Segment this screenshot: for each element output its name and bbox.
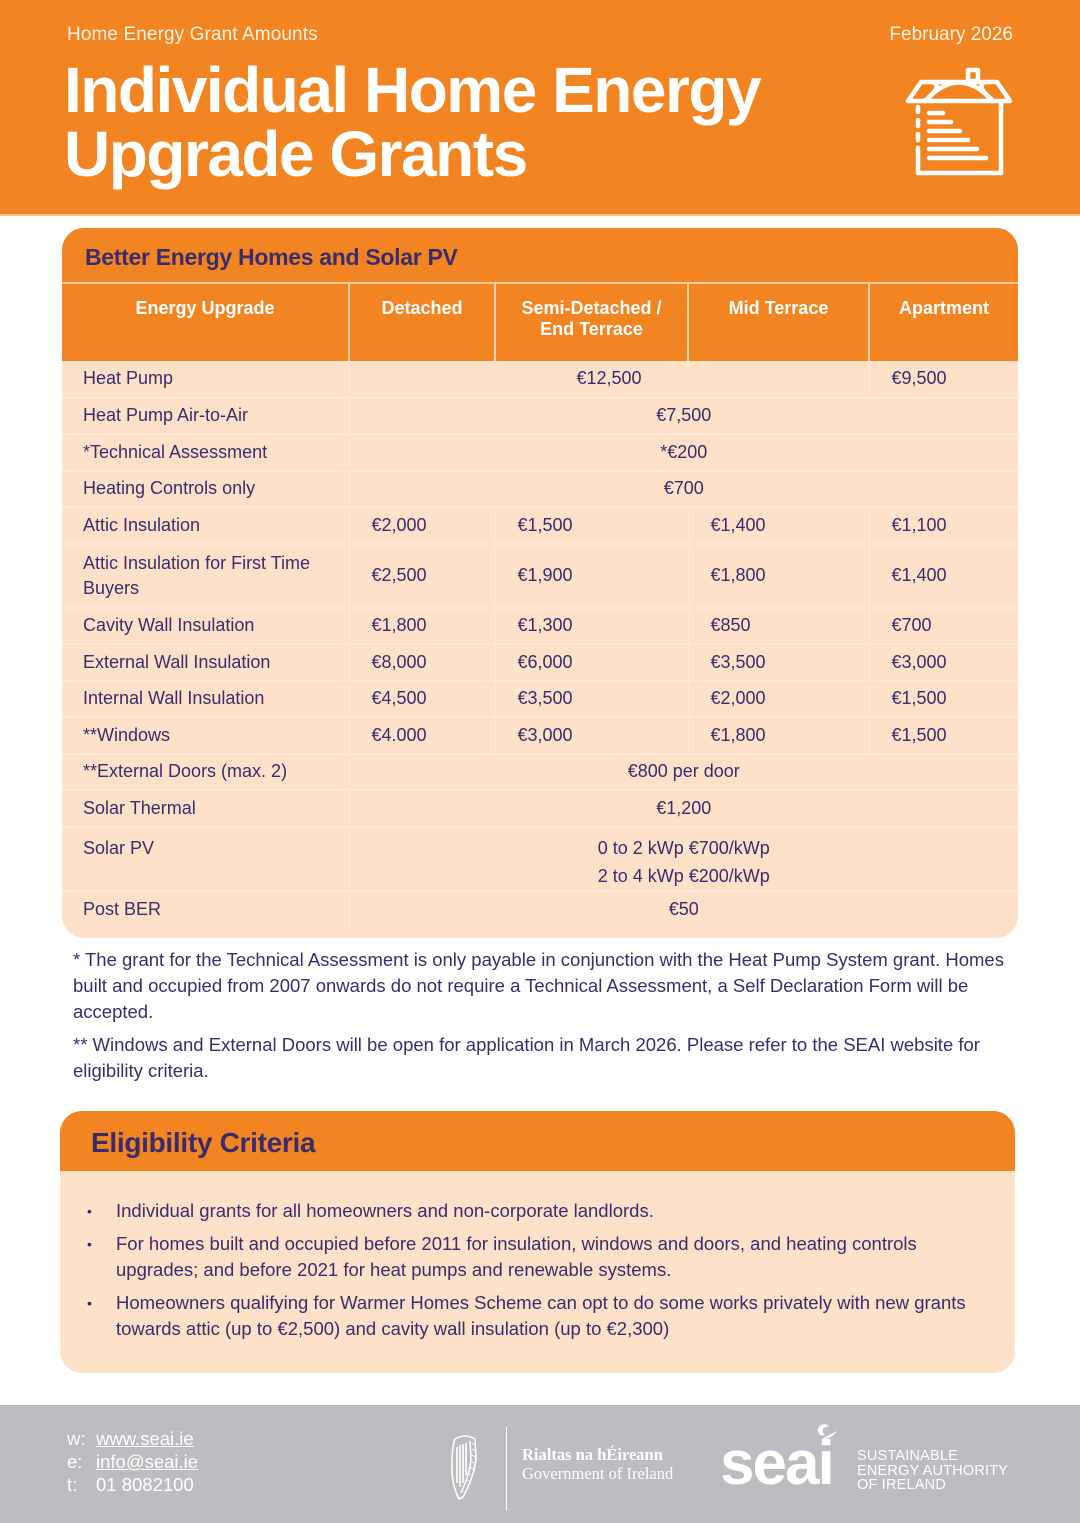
grants-table-title: Better Energy Homes and Solar PV [62,228,1018,284]
table-row [62,681,1018,718]
bullet-icon: • [87,1295,92,1311]
grant-value-semi-detached: €6,000 [495,644,688,681]
grant-value: €9,500 [891,368,947,389]
grant-value-apartment: €1,500 [869,717,1018,754]
bullet-icon: • [87,1203,92,1219]
phone-number: 01 8082100 [96,1474,194,1495]
table-row [62,754,1018,791]
seai-name-line-1: SUSTAINABLE [857,1448,959,1464]
grant-value-semi-detached: €1,500 [495,507,688,544]
seai-name-line-2: ENERGY AUTHORITY [857,1462,1009,1479]
table-row [62,717,1018,754]
upgrade-label: Solar PV [62,827,349,891]
grant-value-mid-terrace: €3,500 [688,644,869,681]
eligibility-title: Eligibility Criteria [60,1111,1015,1171]
contact-web [67,1427,198,1450]
upgrade-label: Internal Wall Insulation [62,681,349,718]
column-header-energy-upgrade: Energy Upgrade [62,284,349,361]
column-header-semi-line-1: Semi-Detached / [521,298,662,318]
grant-value-semi-detached: €3,500 [495,681,688,718]
upgrade-label: Heat Pump Air-to-Air [62,398,349,435]
upgrade-label: **Windows [62,717,349,754]
page-footer [0,1405,1080,1523]
grant-value-apartment: €1,100 [869,507,1018,544]
table-row [62,361,1018,398]
grant-value-detached: €2,500 [349,544,495,608]
irish-harp-icon [449,1433,479,1501]
upgrade-label: Attic Insulation [62,507,349,544]
table-row [62,471,1018,508]
table-row [62,790,1018,827]
upgrade-label: Attic Insulation for First Time Buyers [62,544,349,608]
grant-value: €700 [349,471,1018,508]
eligibility-list [60,1171,1015,1342]
government-of-ireland-logo [522,1445,673,1483]
phone-key: t: [67,1474,78,1495]
solar-pv-tier-1: 0 to 2 kWp €700/kWp [597,837,770,858]
grant-value-mid-terrace: €2,000 [688,681,869,718]
table-row [62,398,1018,435]
grant-value-semi-detached: €1,900 [495,544,688,608]
table-row [62,507,1018,544]
grant-value-apartment: €1,500 [869,681,1018,718]
seai-logo-wordmark: seai [720,1429,833,1498]
email-link[interactable]: info@seai.ie [96,1451,199,1472]
column-header-semi-detached [495,284,688,361]
website-link[interactable]: www.seai.ie [96,1428,194,1449]
column-header-detached: Detached [349,284,495,361]
list-item [87,1198,995,1224]
eligibility-item-text: For homes built and occupied before 2011 for insulation, windows and doors, and heating controls upgrades; and before 2021 for heat pumps and renewable systems. [116,1233,917,1280]
page-title [64,54,761,190]
contact-details [67,1427,198,1496]
email-key: e: [67,1451,83,1472]
eligibility-item-text: Homeowners qualifying for Warmer Homes Scheme can opt to do some works privately with new grants towards attic (up to €2,500) and cavity wall insulation (up to €2,300) [116,1292,966,1339]
house-energy-rating-icon [903,66,1015,178]
table-row [62,827,1018,891]
table-row [62,608,1018,645]
grant-value-apartment: €700 [869,608,1018,645]
upgrade-label: Cavity Wall Insulation [62,608,349,645]
grant-value-detached: €8,000 [349,644,495,681]
grant-value-detached: €2,000 [349,507,495,544]
seai-name-line-3: OF IRELAND [857,1477,947,1493]
grant-value-mid-terrace: €1,800 [688,544,869,608]
grant-value-mid-terrace: €1,800 [688,717,869,754]
header-kicker: Home Energy Grant Amounts [67,24,318,45]
page-header [0,0,1080,216]
grant-value-apartment: €3,000 [869,644,1018,681]
grants-table-card [62,228,1018,938]
table-row [62,434,1018,471]
footnotes [73,947,1018,1084]
grant-value-detached: €1,800 [349,608,495,645]
upgrade-label: Solar Thermal [62,790,349,827]
contact-email [67,1450,198,1473]
grants-table [62,284,1018,927]
web-key: w: [67,1428,86,1449]
logo-divider [506,1427,507,1511]
gov-english-name: Government of Ireland [522,1464,674,1483]
grant-value-detached: €4.000 [349,717,495,754]
page-title-line-1: Individual Home Energy [64,54,761,126]
grant-value: *€200 [349,434,1018,471]
solar-pv-tier-2: 2 to 4 kWp €200/kWp [597,865,770,886]
list-item [87,1290,995,1342]
header-date: February 2026 [889,24,1013,45]
bullet-icon: • [87,1236,92,1252]
footnote-windows-doors: ** Windows and External Doors will be open for application in March 2026. Please refer to the SEAI website for eligibility criteria. [73,1034,980,1081]
grant-value-detached: €4,500 [349,681,495,718]
upgrade-label: **External Doors (max. 2) [62,754,349,791]
column-header-semi-line-2: End Terrace [540,319,643,339]
table-row [62,891,1018,928]
grant-value-semi-detached: €1,300 [495,608,688,645]
grant-value-mid-terrace: €1,400 [688,507,869,544]
upgrade-label: Post BER [62,891,349,928]
grant-value: €50 [349,891,1018,928]
grant-value-mid-terrace: €850 [688,608,869,645]
eligibility-card [60,1111,1015,1373]
upgrade-label: *Technical Assessment [62,434,349,471]
table-row [62,544,1018,608]
column-header-apartment: Apartment [869,284,1018,361]
footnote-technical-assessment: * The grant for the Technical Assessment is only payable in conjunction with the Heat Pump System grant. Homes built and occupied from 2007 onwards do not require a Technical Assessment, a Self Declaration Form will be accepted. [73,949,1004,1022]
grant-value: €12,500 [349,361,869,398]
table-row [62,644,1018,681]
grant-value-apartment: €1,400 [869,544,1018,608]
list-item [87,1231,995,1283]
grant-value: €7,500 [349,398,1018,435]
page-title-line-2: Upgrade Grants [64,118,527,190]
upgrade-label: Heating Controls only [62,471,349,508]
column-header-mid-terrace: Mid Terrace [688,284,869,361]
grant-value [349,827,1018,891]
eligibility-item-text: Individual grants for all homeowners and non-corporate landlords. [116,1200,654,1221]
seai-full-name [857,1449,1008,1493]
grant-value: €1,200 [349,790,1018,827]
seai-logo-swirl-icon [813,1423,839,1443]
grant-value-semi-detached: €3,000 [495,717,688,754]
upgrade-label: External Wall Insulation [62,644,349,681]
grant-value: €800 per door [349,754,1018,791]
contact-phone [67,1473,198,1496]
upgrade-label: Heat Pump [62,361,349,398]
gov-irish-name: Rialtas na hÉireann [522,1445,663,1464]
table-header-row [62,284,1018,361]
